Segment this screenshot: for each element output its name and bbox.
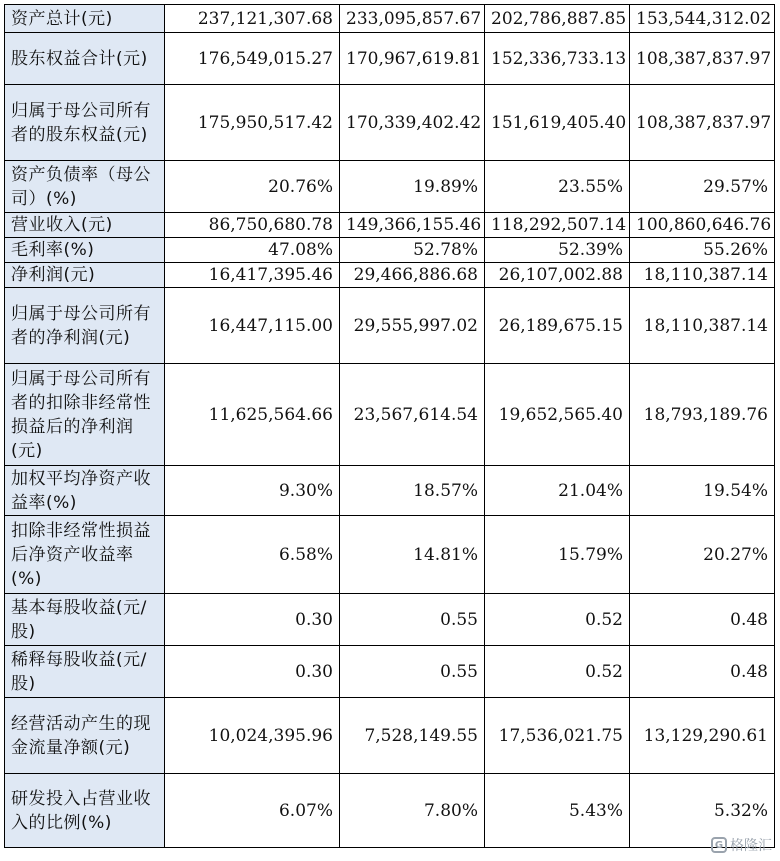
value-cell: 11,625,564.66: [165, 364, 340, 466]
row-label: 经营活动产生的现金流量净额(元): [5, 698, 165, 774]
value-cell: 152,336,733.13: [485, 33, 630, 85]
gelonghui-logo-icon: G: [711, 837, 727, 853]
value-cell: 18,110,387.14: [630, 288, 775, 364]
row-label: 加权平均净资产收益率(%): [5, 466, 165, 516]
value-cell: 26,107,002.88: [485, 263, 630, 288]
value-cell: 19.54%: [630, 466, 775, 516]
table-row: [5, 263, 775, 288]
value-cell: 9.30%: [165, 466, 340, 516]
table-row: [5, 364, 775, 466]
row-label: 资产负债率（母公司）(%): [5, 161, 165, 213]
value-cell: 153,544,312.02: [630, 5, 775, 33]
value-cell: 55.26%: [630, 238, 775, 263]
value-cell: 19.89%: [340, 161, 485, 213]
table-row: [5, 698, 775, 774]
value-cell: 5.32%: [630, 774, 775, 848]
value-cell: 47.08%: [165, 238, 340, 263]
row-label: 扣除非经常性损益后净资产收益率(%): [5, 516, 165, 594]
value-cell: 20.27%: [630, 516, 775, 594]
value-cell: 29.57%: [630, 161, 775, 213]
value-cell: 17,536,021.75: [485, 698, 630, 774]
value-cell: 15.79%: [485, 516, 630, 594]
row-label: 股东权益合计(元): [5, 33, 165, 85]
value-cell: 0.48: [630, 594, 775, 646]
value-cell: 151,619,405.40: [485, 85, 630, 161]
value-cell: 52.39%: [485, 238, 630, 263]
table-row: [5, 774, 775, 848]
value-cell: 7,528,149.55: [340, 698, 485, 774]
value-cell: 21.04%: [485, 466, 630, 516]
value-cell: 100,860,646.76: [630, 213, 775, 238]
table-row: [5, 594, 775, 646]
value-cell: 0.30: [165, 594, 340, 646]
row-label: 资产总计(元): [5, 5, 165, 33]
table-row: [5, 33, 775, 85]
value-cell: 6.07%: [165, 774, 340, 848]
table-row: [5, 646, 775, 698]
value-cell: 0.30: [165, 646, 340, 698]
value-cell: 0.52: [485, 594, 630, 646]
value-cell: 0.52: [485, 646, 630, 698]
table-row: [5, 516, 775, 594]
table-row: [5, 161, 775, 213]
value-cell: 23.55%: [485, 161, 630, 213]
table-row: [5, 288, 775, 364]
value-cell: 29,555,997.02: [340, 288, 485, 364]
value-cell: 108,387,837.97: [630, 85, 775, 161]
row-label: 稀释每股收益(元/股): [5, 646, 165, 698]
table-body: [5, 5, 775, 848]
row-label: 毛利率(%): [5, 238, 165, 263]
value-cell: 19,652,565.40: [485, 364, 630, 466]
table-row: [5, 5, 775, 33]
table-row: [5, 85, 775, 161]
row-label: 营业收入(元): [5, 213, 165, 238]
value-cell: 108,387,837.97: [630, 33, 775, 85]
value-cell: 7.80%: [340, 774, 485, 848]
value-cell: 18,110,387.14: [630, 263, 775, 288]
value-cell: 5.43%: [485, 774, 630, 848]
table-row: [5, 238, 775, 263]
value-cell: 118,292,507.14: [485, 213, 630, 238]
value-cell: 13,129,290.61: [630, 698, 775, 774]
value-cell: 86,750,680.78: [165, 213, 340, 238]
value-cell: 18,793,189.76: [630, 364, 775, 466]
watermark: [711, 835, 772, 855]
table-row: [5, 466, 775, 516]
value-cell: 16,417,395.46: [165, 263, 340, 288]
value-cell: 202,786,887.85: [485, 5, 630, 33]
row-label: 归属于母公司所有者的股东权益(元): [5, 85, 165, 161]
value-cell: 20.76%: [165, 161, 340, 213]
value-cell: 0.55: [340, 594, 485, 646]
row-label: 基本每股收益(元/股): [5, 594, 165, 646]
value-cell: 237,121,307.68: [165, 5, 340, 33]
row-label: 净利润(元): [5, 263, 165, 288]
value-cell: 0.48: [630, 646, 775, 698]
value-cell: 6.58%: [165, 516, 340, 594]
financial-indicators-table: [4, 4, 775, 848]
row-label: 研发投入占营业收入的比例(%): [5, 774, 165, 848]
value-cell: 170,339,402.42: [340, 85, 485, 161]
value-cell: 233,095,857.67: [340, 5, 485, 33]
row-label: 归属于母公司所有者的扣除非经常性损益后的净利润(元): [5, 364, 165, 466]
value-cell: 18.57%: [340, 466, 485, 516]
value-cell: 170,967,619.81: [340, 33, 485, 85]
value-cell: 176,549,015.27: [165, 33, 340, 85]
value-cell: 26,189,675.15: [485, 288, 630, 364]
value-cell: 149,366,155.46: [340, 213, 485, 238]
value-cell: 29,466,886.68: [340, 263, 485, 288]
row-label: 归属于母公司所有者的净利润(元): [5, 288, 165, 364]
value-cell: 0.55: [340, 646, 485, 698]
value-cell: 16,447,115.00: [165, 288, 340, 364]
value-cell: 175,950,517.42: [165, 85, 340, 161]
table-row: [5, 213, 775, 238]
value-cell: 14.81%: [340, 516, 485, 594]
value-cell: 52.78%: [340, 238, 485, 263]
value-cell: 23,567,614.54: [340, 364, 485, 466]
value-cell: 10,024,395.96: [165, 698, 340, 774]
watermark-text: 格隆汇: [730, 838, 772, 854]
